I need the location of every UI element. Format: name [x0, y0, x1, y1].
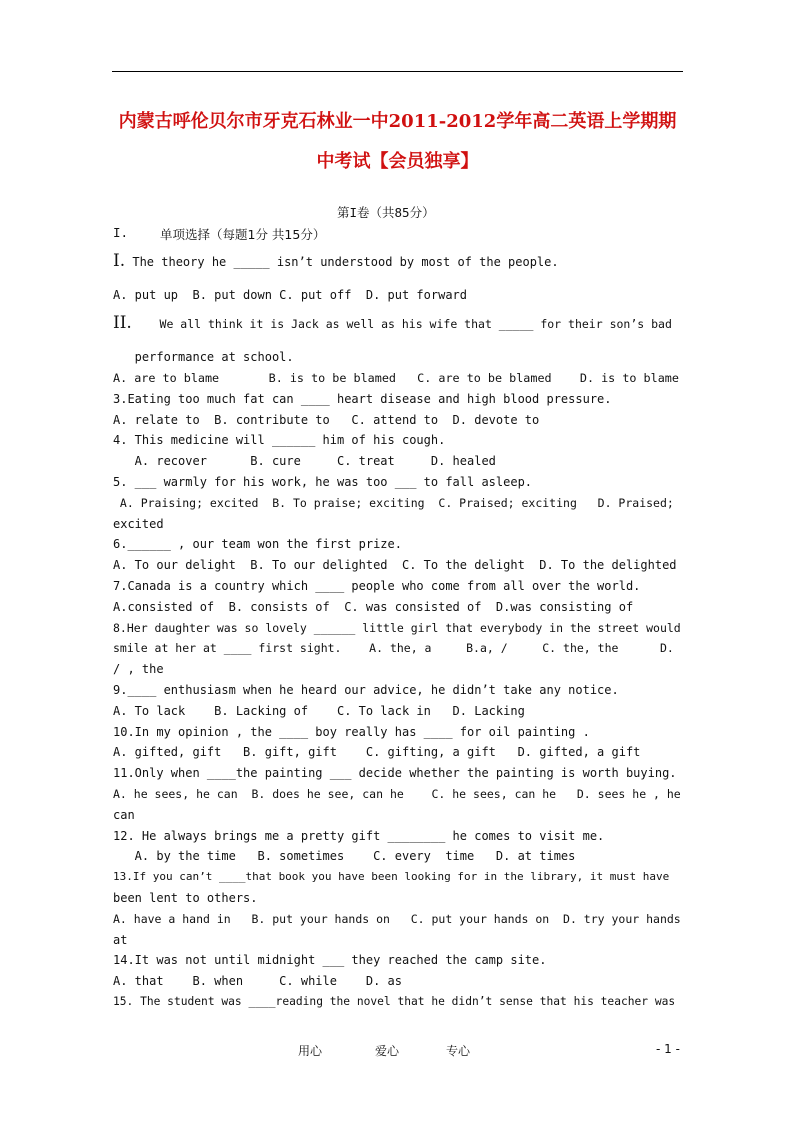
part-heading: 第I卷（共85分） — [337, 205, 435, 220]
line-text: 11.Only when ____the painting ___ decide whether the painting is worth buying. — [113, 766, 677, 780]
question-line — [113, 849, 575, 863]
line-text: 3.Eating too much fat can ____ heart disease and high blood pressure. — [113, 392, 612, 406]
line-text: 13.If you can’t ____that book you have been looking for in the library, it must have — [113, 870, 670, 883]
question-line — [113, 953, 546, 967]
question-line — [113, 475, 532, 489]
question-line — [113, 891, 258, 905]
header-rule — [112, 71, 683, 72]
line-text: A.consisted of B. consists of C. was consisted of D.was consisting of — [113, 600, 634, 614]
question-line — [113, 313, 672, 333]
question-line — [113, 496, 674, 510]
line-text: A. by the time B. sometimes C. every time D. at times — [113, 849, 576, 863]
footer-word-3: 专心 — [446, 1044, 471, 1058]
line-text: A. have a hand in B. put your hands on C. put your hands on D. try your hands — [113, 912, 681, 926]
question-line — [113, 392, 612, 406]
question-line — [113, 288, 467, 302]
question-line — [113, 454, 496, 468]
question-line — [113, 371, 679, 385]
page-number: - 1 - — [656, 1042, 680, 1056]
question-line — [113, 808, 135, 822]
line-text: 15. The student was ____reading the novel that he didn’t sense that his teacher was — [113, 995, 676, 1008]
line-text: 4. This medicine will ______ him of his cough. — [113, 433, 446, 447]
question-line — [113, 251, 559, 271]
line-text: 14.It was not until midnight ___ they reached the camp site. — [113, 953, 547, 967]
document-title-line2: 中考试【会员独享】 — [316, 151, 479, 172]
question-line — [113, 745, 640, 759]
question-line — [113, 912, 681, 926]
line-text: A. relate to B. contribute to C. attend to D. devote to — [113, 413, 540, 427]
line-text: A. gifted, gift B. gift, gift C. gifting, a gift D. gifted, a gift — [113, 745, 641, 759]
question-line — [113, 579, 640, 593]
line-text: A. he sees, he can B. does he see, can he C. he sees, can he D. sees he , he — [113, 787, 681, 801]
question-line — [113, 787, 681, 801]
question-line — [113, 621, 681, 635]
line-text: 12. He always brings me a pretty gift ________ he comes to visit me. — [113, 829, 605, 843]
question-line — [113, 933, 127, 947]
question-line — [113, 725, 590, 739]
line-text: smile at her at ____ first sight. A. the, a B.a, / C. the, the D. — [113, 641, 674, 655]
question-line — [113, 517, 164, 531]
line-text: 7.Canada is a country which ____ people who come from all over the world. — [113, 579, 641, 593]
line-text: A. Praising; excited B. To praise; exciting C. Praised; exciting D. Praised; — [113, 496, 674, 510]
section-heading: 单项选择（每题1分 共15分） — [160, 227, 326, 242]
line-text: 8.Her daughter was so lovely ______ little girl that everybody in the street would — [113, 621, 681, 635]
line-text: performance at school. — [113, 350, 294, 364]
line-text: excited — [113, 517, 164, 531]
question-line — [113, 350, 294, 364]
question-line — [113, 433, 445, 447]
line-text: at — [113, 933, 128, 947]
line-text: 9.____ enthusiasm when he heard our advice, he didn’t take any notice. — [113, 683, 619, 697]
question-line — [113, 641, 674, 655]
question-line — [113, 683, 619, 697]
line-text: We all think it is Jack as well as his wife that _____ for their son’s bad — [131, 317, 672, 331]
footer-word-1: 用心 — [298, 1044, 323, 1058]
line-text: A. put up B. put down C. put off D. put forward — [113, 288, 468, 302]
question-line — [113, 413, 539, 427]
question-line — [113, 662, 164, 676]
question-line — [113, 995, 675, 1009]
question-line — [113, 870, 669, 884]
line-text: A. that B. when C. while D. as — [113, 974, 402, 988]
roman-number: II. — [113, 313, 132, 333]
line-text: A. recover B. cure C. treat D. healed — [113, 454, 496, 468]
line-text: A. To our delight B. To our delighted C. To the delight D. To the delighted — [113, 558, 677, 572]
question-line — [113, 600, 633, 614]
line-text: A. To lack B. Lacking of C. To lack in D. Lacking — [113, 704, 525, 718]
footer-word-2: 爱心 — [375, 1044, 400, 1058]
line-text: The theory he _____ isn’t understood by most of the people. — [125, 255, 559, 269]
question-line — [113, 766, 677, 780]
question-line — [113, 558, 677, 572]
question-line — [113, 974, 402, 988]
line-text: 10.In my opinion , the ____ boy really has ____ for oil painting . — [113, 725, 590, 739]
line-text: can — [113, 808, 135, 822]
section-number: I. — [113, 225, 129, 240]
question-line — [113, 829, 604, 843]
line-text: 6.______ , our team won the first prize. — [113, 537, 402, 551]
roman-number: I. — [113, 251, 126, 271]
question-line — [113, 537, 402, 551]
line-text: 5. ___ warmly for his work, he was too ___ to fall asleep. — [113, 475, 533, 489]
line-text: been lent to others. — [113, 891, 258, 905]
line-text: A. are to blame B. is to be blamed C. are to be blamed D. is to blame — [113, 371, 679, 385]
question-line — [113, 704, 525, 718]
line-text: / , the — [113, 662, 164, 676]
document-title-line1: 内蒙古呼伦贝尔市牙克石林业一中2011-2012学年高二英语上学期期 — [118, 111, 677, 132]
